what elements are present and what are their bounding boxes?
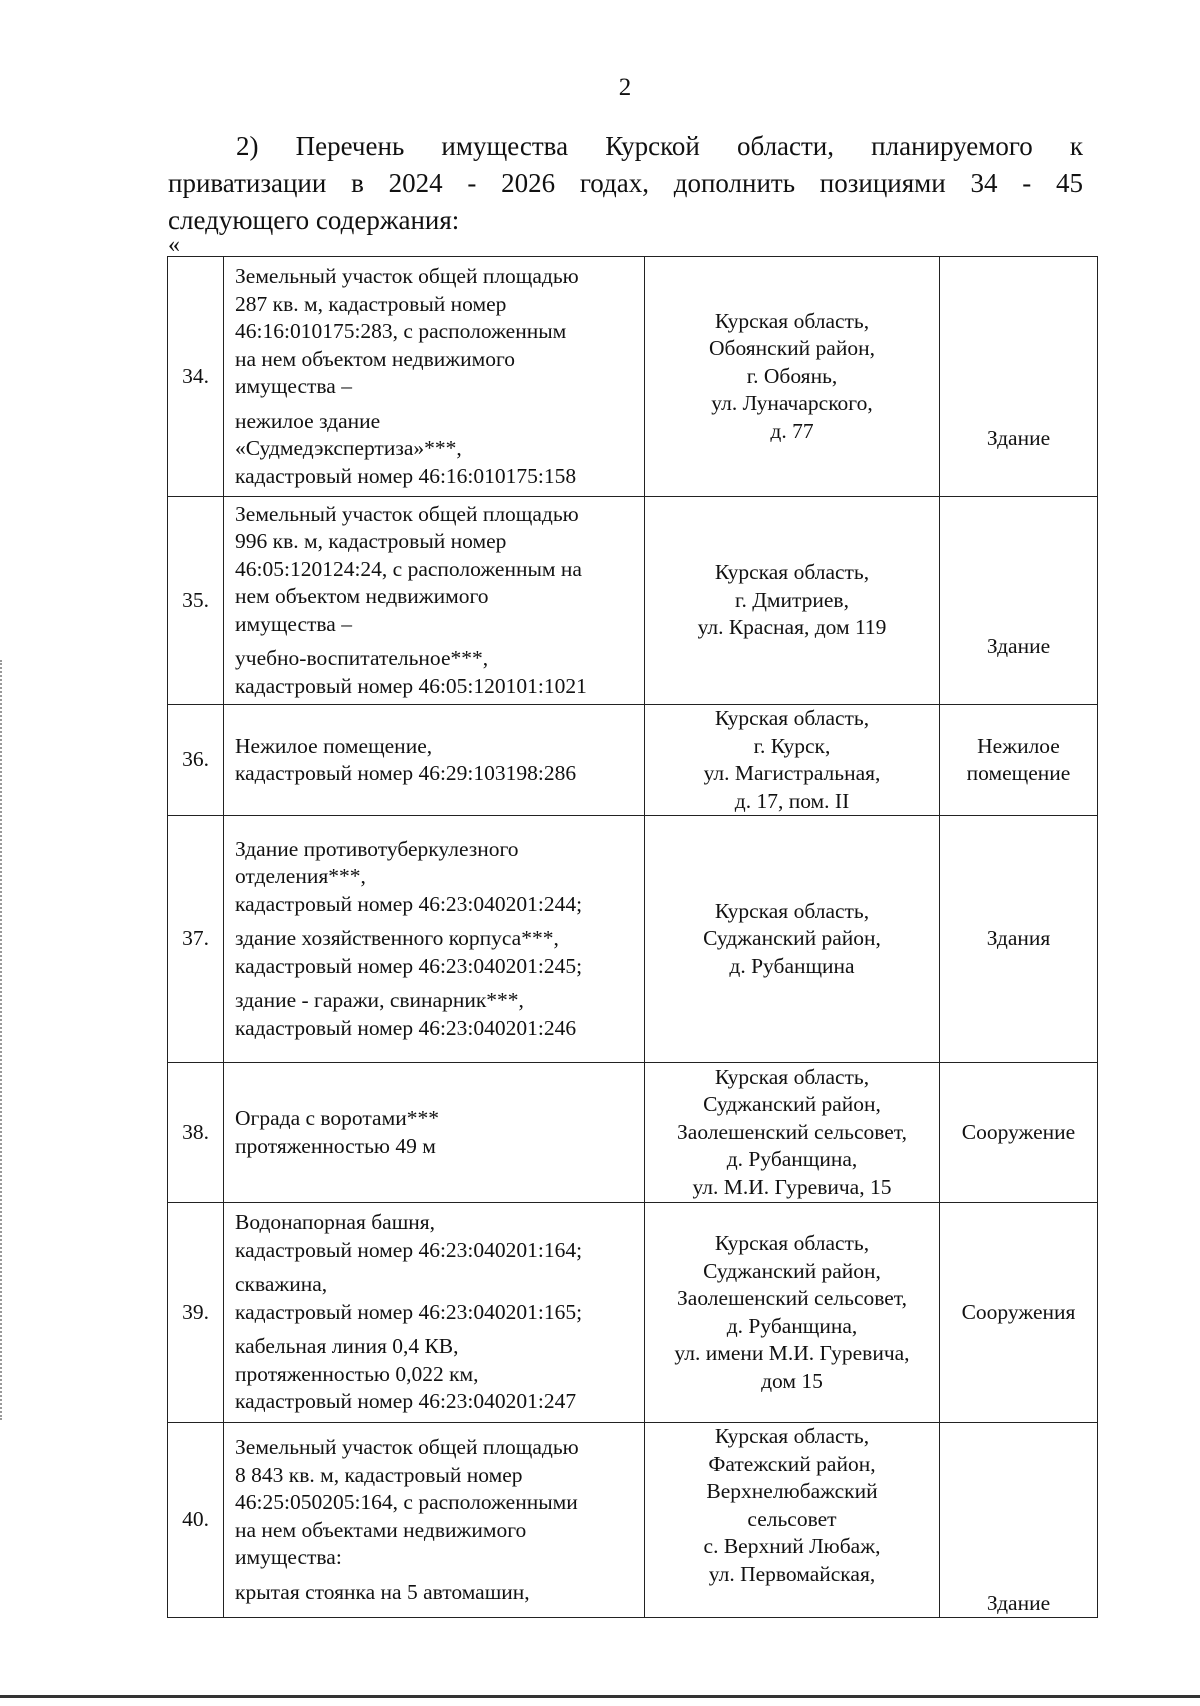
table-row <box>168 705 1098 816</box>
scan-bottom-edge <box>0 1695 1200 1698</box>
description-line: имущества – <box>235 374 352 398</box>
table-row <box>168 1423 1098 1618</box>
description-line: «Судмедэкспертиза»***, <box>235 436 462 460</box>
description-line: кадастровый номер 46:05:120101:1021 <box>235 673 587 698</box>
description-line: кабельная линия 0,4 КВ, <box>235 1334 459 1359</box>
row-number: 39. <box>168 1203 224 1423</box>
property-address <box>645 1423 940 1618</box>
type-label: Здание <box>986 425 1051 450</box>
description-line: протяженностью 49 м <box>235 1133 436 1158</box>
address-line: Заолешенский сельсовет, <box>677 1286 907 1310</box>
property-address <box>645 1063 940 1203</box>
description-line: Здание противотуберкулезного <box>235 836 519 861</box>
property-address <box>645 497 940 705</box>
address-line: д. Рубанщина, <box>726 1313 858 1338</box>
address-line: г. Курск, <box>753 733 831 758</box>
property-description <box>224 497 645 705</box>
description-line: на нем объектами недвижимого <box>235 1517 527 1542</box>
type-label: Здание <box>986 1590 1051 1615</box>
description-line: нем объектом недвижимого <box>235 584 489 609</box>
description-line: Нежилое помещение, <box>235 733 433 758</box>
property-type <box>940 816 1098 1063</box>
address-line: с. Верхний Любаж, <box>703 1534 881 1558</box>
address-line: Суджанский район, <box>703 926 881 951</box>
address-line: ул. Луначарского, <box>711 391 873 416</box>
address-line: ул. М.И. Гуревича, 15 <box>692 1174 892 1199</box>
address-line: Суджанский район, <box>703 1092 881 1117</box>
address-line: Заолешенский сельсовет, <box>677 1119 907 1144</box>
address-line: Верхнелюбажский <box>706 1479 878 1503</box>
address-line: Курская область, <box>714 898 870 923</box>
scan-edge-marks <box>0 660 5 1420</box>
address-line: Обоянский район, <box>708 336 875 361</box>
row-number: 36. <box>168 705 224 816</box>
type-label: Здания <box>986 926 1051 951</box>
opening-quote-mark: « <box>168 232 180 258</box>
property-description <box>224 257 645 497</box>
property-description <box>224 1203 645 1423</box>
description-line: крытая стоянка на 5 автомашин, <box>235 1579 530 1604</box>
address-line: г. Обоянь, <box>746 363 838 388</box>
address-line: Курская область, <box>714 1231 870 1255</box>
address-line: Курская область, <box>714 1424 870 1448</box>
description-line: кадастровый номер 46:29:103198:286 <box>235 761 577 785</box>
address-line: сельсовет <box>747 1506 837 1531</box>
intro-paragraph <box>168 128 1083 239</box>
address-line: дом 15 <box>761 1368 823 1393</box>
type-label: Здание <box>986 633 1051 658</box>
description-line: протяженностью 0,022 км, <box>235 1361 479 1386</box>
description-line: отделения***, <box>235 864 366 889</box>
description-line: кадастровый номер 46:23:040201:247 <box>235 1389 577 1414</box>
address-line: Курская область, <box>714 1064 870 1089</box>
intro-line: 2) Перечень имущества Курской области, планируемого к <box>236 131 1083 161</box>
property-address <box>645 816 940 1063</box>
property-address <box>645 705 940 816</box>
description-line: учебно-воспитательное***, <box>235 646 489 671</box>
table-row <box>168 1063 1098 1203</box>
description-line: Водонапорная башня, <box>235 1210 436 1235</box>
description-line: нежилое здание <box>235 408 381 433</box>
address-line: д. Рубанщина <box>729 953 855 978</box>
description-line: скважина, <box>235 1272 328 1297</box>
address-line: ул. имени М.И. Гуревича, <box>674 1341 910 1365</box>
address-line: д. 17, пом. II <box>734 788 850 813</box>
address-line: ул. Первомайская, <box>708 1561 876 1586</box>
description-line: 287 кв. м, кадастровый номер <box>235 291 507 316</box>
description-line: имущества – <box>235 611 352 636</box>
intro-line: следующего содержания: <box>168 205 460 235</box>
address-line: Курская область, <box>714 706 870 730</box>
property-table <box>167 256 1098 1618</box>
description-line: 996 кв. м, кадастровый номер <box>235 529 507 554</box>
description-line: кадастровый номер 46:16:010175:158 <box>235 463 577 488</box>
description-line: здание хозяйственного корпуса***, <box>235 926 559 951</box>
property-description <box>224 816 645 1063</box>
description-line: Земельный участок общей площадью <box>235 264 579 288</box>
property-type <box>940 1063 1098 1203</box>
description-line: 46:05:120124:24, с расположенным на <box>235 556 582 581</box>
address-line: д. 77 <box>770 418 814 443</box>
property-description <box>224 1063 645 1203</box>
type-label: помещение <box>966 761 1071 785</box>
table-row <box>168 257 1098 497</box>
property-type <box>940 1423 1098 1618</box>
row-number: 38. <box>168 1063 224 1203</box>
description-line: кадастровый номер 46:23:040201:165; <box>235 1299 583 1324</box>
address-line: Суджанский район, <box>703 1258 881 1283</box>
description-line: Земельный участок общей площадью <box>235 501 579 526</box>
property-address <box>645 257 940 497</box>
description-line: имущества: <box>235 1545 342 1569</box>
address-line: ул. Красная, дом 119 <box>697 615 887 640</box>
property-type <box>940 257 1098 497</box>
description-line: Ограда с воротами*** <box>235 1106 439 1130</box>
description-line: 8 843 кв. м, кадастровый номер <box>235 1462 523 1487</box>
property-type <box>940 497 1098 705</box>
description-line: Земельный участок общей площадью <box>235 1435 579 1459</box>
property-type <box>940 705 1098 816</box>
description-line: 46:25:050205:164, с расположенными <box>235 1490 578 1514</box>
description-line: кадастровый номер 46:23:040201:245; <box>235 953 583 978</box>
address-line: Курская область, <box>714 308 870 333</box>
description-line: кадастровый номер 46:23:040201:164; <box>235 1237 583 1262</box>
address-line: д. Рубанщина, <box>726 1147 858 1172</box>
address-line: г. Дмитриев, <box>735 587 849 612</box>
row-number: 37. <box>168 816 224 1063</box>
property-description <box>224 705 645 816</box>
property-type <box>940 1203 1098 1423</box>
row-number: 34. <box>168 257 224 497</box>
address-line: Фатежский район, <box>708 1451 876 1476</box>
page-number: 2 <box>618 74 632 101</box>
row-number: 40. <box>168 1423 224 1618</box>
intro-line: приватизации в 2024 - 2026 годах, дополнить позициями 34 - 45 <box>168 168 1083 198</box>
description-line: на нем объектом недвижимого <box>235 346 515 371</box>
row-number: 35. <box>168 497 224 705</box>
address-line: ул. Магистральная, <box>703 761 881 785</box>
description-line: кадастровый номер 46:23:040201:244; <box>235 891 583 916</box>
table-row <box>168 497 1098 705</box>
table-row <box>168 1203 1098 1423</box>
type-label: Нежилое <box>977 733 1060 758</box>
type-label: Сооружения <box>961 1299 1076 1324</box>
type-label: Сооружение <box>961 1119 1076 1144</box>
property-description <box>224 1423 645 1618</box>
table-row <box>168 816 1098 1063</box>
description-line: здание - гаражи, свинарник***, <box>235 988 524 1013</box>
address-line: Курская область, <box>714 560 870 585</box>
description-line: кадастровый номер 46:23:040201:246 <box>235 1015 577 1040</box>
description-line: 46:16:010175:283, с расположенным <box>235 319 567 343</box>
property-address <box>645 1203 940 1423</box>
